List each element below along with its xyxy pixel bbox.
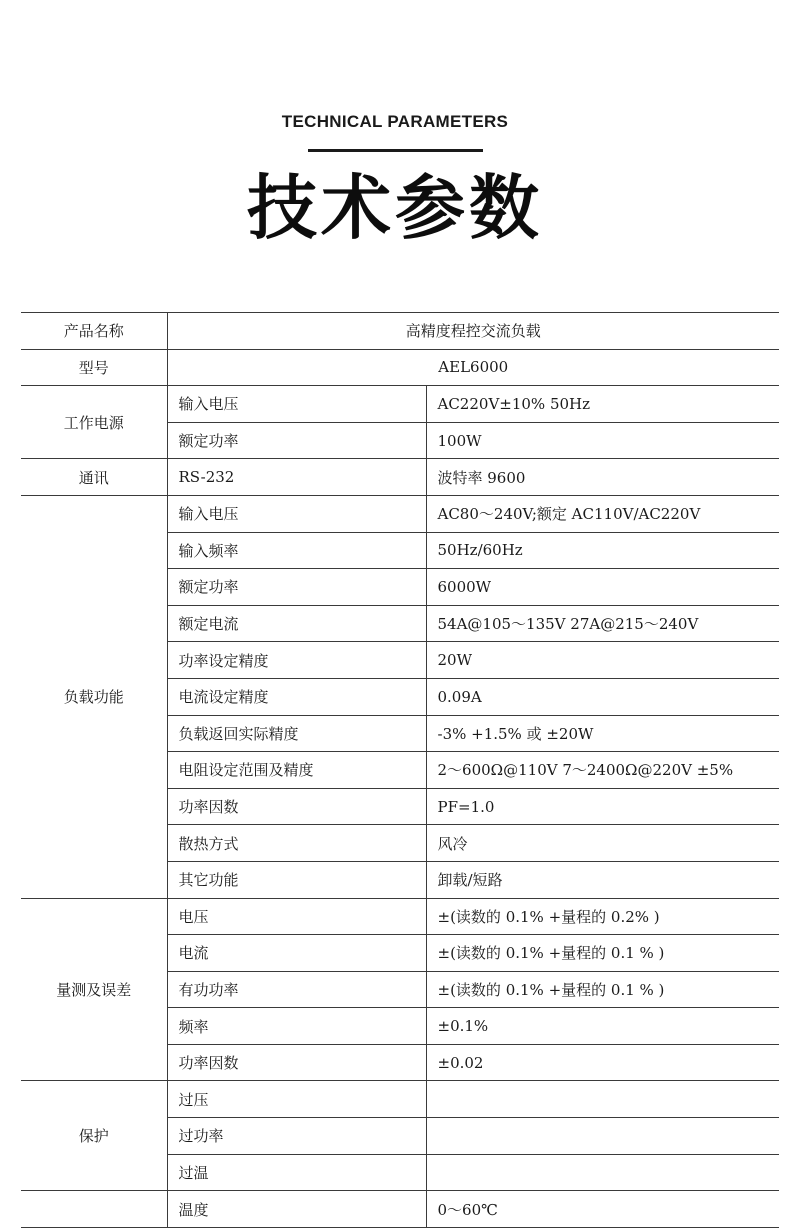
value-cell [426, 1081, 779, 1118]
item-cell: 功率因数 [167, 1044, 426, 1081]
item-cell: 电流 [167, 935, 426, 972]
value-cell: ±(读数的 0.1% +量程的 0.2% ) [426, 898, 779, 935]
value-cell: 0～60℃ [426, 1191, 779, 1228]
item-cell: 额定电流 [167, 605, 426, 642]
value-cell [426, 1154, 779, 1191]
value-cell: AC80～240V;额定 AC110V/AC220V [426, 495, 779, 532]
item-cell: 电压 [167, 898, 426, 935]
category-cell: 保护 [21, 1081, 167, 1191]
item-cell: 频率 [167, 1008, 426, 1045]
value-cell: PF=1.0 [426, 788, 779, 825]
item-cell: 电流设定精度 [167, 678, 426, 715]
item-cell: 过温 [167, 1154, 426, 1191]
item-cell: 过功率 [167, 1118, 426, 1155]
value-cell: 风冷 [426, 825, 779, 862]
value-cell: 波特率 9600 [426, 459, 779, 496]
category-cell: 产品名称 [21, 313, 167, 350]
value-cell: ±(读数的 0.1% +量程的 0.1 % ) [426, 935, 779, 972]
category-cell: 型号 [21, 349, 167, 386]
value-cell: ±0.02 [426, 1044, 779, 1081]
spec-table-body [21, 313, 779, 1228]
value-cell: 0.09A [426, 678, 779, 715]
table-row [21, 313, 779, 350]
item-cell: 温度 [167, 1191, 426, 1228]
category-cell [21, 1191, 167, 1228]
item-cell: 过压 [167, 1081, 426, 1118]
table-row [21, 1191, 779, 1228]
item-cell: RS-232 [167, 459, 426, 496]
table-row [21, 495, 779, 532]
item-cell: 功率设定精度 [167, 642, 426, 679]
value-cell: ±(读数的 0.1% +量程的 0.1 % ) [426, 971, 779, 1008]
value-cell: 100W [426, 422, 779, 459]
table-row [21, 459, 779, 496]
item-cell: 额定功率 [167, 422, 426, 459]
header-divider [308, 149, 483, 152]
item-cell: 输入电压 [167, 495, 426, 532]
item-cell: 散热方式 [167, 825, 426, 862]
table-row [21, 386, 779, 423]
value-cell: 54A@105～135V 27A@215～240V [426, 605, 779, 642]
spec-table [21, 312, 779, 1228]
value-cell: 6000W [426, 569, 779, 606]
item-cell: 有功功率 [167, 971, 426, 1008]
value-cell: 2～600Ω@110V 7～2400Ω@220V ±5% [426, 752, 779, 789]
value-cell: 20W [426, 642, 779, 679]
value-cell: ±0.1% [426, 1008, 779, 1045]
item-cell: 额定功率 [167, 569, 426, 606]
item-cell: 功率因数 [167, 788, 426, 825]
item-cell: 电阻设定范围及精度 [167, 752, 426, 789]
item-cell: 负载返回实际精度 [167, 715, 426, 752]
item-cell: 其它功能 [167, 861, 426, 898]
value-cell [426, 1118, 779, 1155]
category-cell: 通讯 [21, 459, 167, 496]
item-cell: 输入频率 [167, 532, 426, 569]
item-cell: 输入电压 [167, 386, 426, 423]
value-cell: 卸载/短路 [426, 861, 779, 898]
table-row [21, 1081, 779, 1118]
category-cell: 量测及误差 [21, 898, 167, 1081]
category-cell: 负载功能 [21, 495, 167, 898]
value-cell: -3% +1.5% 或 ±20W [426, 715, 779, 752]
value-cell: 50Hz/60Hz [426, 532, 779, 569]
page-title: 技术参数 [247, 167, 543, 249]
category-cell: 工作电源 [21, 386, 167, 459]
value-cell: 高精度程控交流负载 [167, 313, 779, 350]
table-row [21, 349, 779, 386]
table-row [21, 898, 779, 935]
header-subtitle: TECHNICAL PARAMETERS [281, 112, 509, 131]
value-cell: AEL6000 [167, 349, 779, 386]
value-cell: AC220V±10% 50Hz [426, 386, 779, 423]
